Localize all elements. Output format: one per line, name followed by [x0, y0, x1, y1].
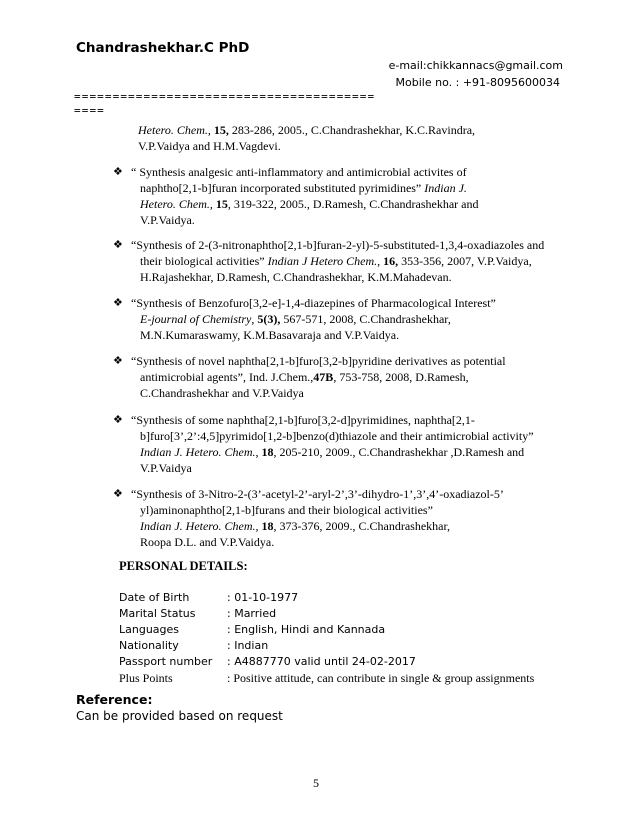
journal-name: Indian J Hetero Chem.,: [267, 254, 381, 268]
detail-label: Languages: [119, 623, 180, 636]
pub-title-line: “Synthesis of novel naphtha[2,1-b]furo[3,2-b]pyridine derivatives as potential: [131, 354, 506, 368]
journal-name: Indian J.: [424, 181, 467, 195]
detail-label: Marital Status: [119, 607, 196, 620]
journal-name: Hetero. Chem.,: [138, 123, 211, 137]
pub-text: their biological activities”: [140, 254, 268, 268]
volume: 18: [258, 445, 274, 459]
volume: 5(3),: [257, 312, 281, 326]
diamond-bullet-icon: ❖: [113, 239, 123, 251]
detail-value: : Positive attitude, can contribute in single & group assignments: [227, 671, 535, 685]
mobile-line: Mobile no. : +91-8095600034: [395, 76, 560, 89]
pub-text: naphtho[2,1-b]furan incorporated substituted pyrimidines”: [140, 181, 425, 195]
pub-text: ,: [251, 312, 258, 326]
pub-title-line: yl)aminonaphtho[2,1-b]furans and their biological activities”: [140, 503, 433, 517]
authors-line: Roopa D.L. and V.P.Vaidya.: [140, 535, 275, 549]
page-number: 5: [313, 776, 319, 790]
publication-item: [113, 412, 563, 476]
diamond-bullet-icon: ❖: [113, 297, 123, 309]
citation-details: , 373-376, 2009., C.Chandrashekhar,: [273, 519, 451, 533]
diamond-bullet-icon: ❖: [113, 414, 123, 426]
volume: 47B: [313, 370, 334, 384]
authors-line: C.Chandrashekhar and V.P.Vaidya: [140, 386, 304, 400]
pub-title-line: “Synthesis of Benzofuro[3,2-e]-1,4-diazepines of Pharmacological Interest”: [131, 296, 496, 310]
detail-label: Date of Birth: [119, 591, 190, 604]
publication-item: [113, 164, 563, 228]
detail-value: : A4887770 valid until 24-02-2017: [227, 655, 416, 668]
diamond-bullet-icon: ❖: [113, 488, 123, 500]
authors-line: V.P.Vaidya.: [140, 213, 195, 227]
publication-item: [113, 295, 563, 343]
publication-item: [113, 353, 563, 401]
authors-line: V.P.Vaidya: [140, 461, 192, 475]
volume: 16,: [380, 254, 399, 268]
citation-details: 283-286, 2005., C.Chandrashekhar, K.C.Ravindra,: [228, 123, 476, 137]
volume: 18: [258, 519, 274, 533]
journal-name: Indian J. Hetero. Chem.,: [140, 445, 259, 459]
detail-label: Passport number: [119, 655, 213, 668]
citation-details: , 205-210, 2009., C.Chandrashekhar ,D.Ramesh and: [273, 445, 525, 459]
pub-title-line: “Synthesis of 2-(3-nitronaphtho[2,1-b]furan-2-yl)-5-substituted-1,3,4-oxadiazoles and: [131, 238, 545, 252]
continued-publication: [138, 122, 558, 154]
journal-name: Indian J. Hetero. Chem.,: [140, 519, 259, 533]
publication-item: [113, 486, 563, 550]
detail-label: Nationality: [119, 639, 179, 652]
pub-title-line: b]furo[3’,2’:4,5]pyrimido[1,2-b]benzo(d)thiazole and their antimicrobial activity”: [140, 429, 534, 443]
citation-details: , 319-322, 2005., D.Ramesh, C.Chandrashekhar and: [227, 197, 479, 211]
separator-line: =======================================: [74, 90, 376, 103]
authors-line: H.Rajashekhar, D.Ramesh, C.Chandrashekhar, K.M.Mahadevan.: [140, 270, 452, 284]
diamond-bullet-icon: ❖: [113, 166, 123, 178]
detail-value: : Married: [227, 607, 277, 620]
citation-details: 567-571, 2008, C.Chandrashekhar,: [280, 312, 451, 326]
pub-title-line: “Synthesis of some naphtha[2,1-b]furo[3,2-d]pyrimidines, naphtha[2,1-: [131, 413, 475, 427]
journal-name: E-journal of Chemistry: [140, 312, 252, 326]
publication-item: [113, 237, 563, 285]
journal-name: Hetero. Chem.,: [140, 197, 213, 211]
citation-details: , 753-758, 2008, D.Ramesh,: [333, 370, 469, 384]
detail-label: Plus Points: [119, 671, 173, 685]
diamond-bullet-icon: ❖: [113, 355, 123, 367]
volume: 15,: [213, 123, 229, 137]
authors-line: M.N.Kumaraswamy, K.M.Basavaraja and V.P.Vaidya.: [140, 328, 400, 342]
pub-title-line: “ Synthesis analgesic anti-inflammatory and antimicrobial activites of: [131, 165, 467, 179]
personal-details-heading: PERSONAL DETAILS:: [119, 559, 248, 573]
separator-line-continued: ====: [74, 104, 105, 117]
pub-title-line: “Synthesis of 3-Nitro-2-(3’-acetyl-2’-aryl-2’,3’-dihydro-1’,3’,4’-oxadiazol-5’: [131, 487, 504, 501]
author-name: Chandrashekhar.C PhD: [76, 40, 250, 56]
email-line: e-mail:chikkannacs@gmail.com: [388, 59, 563, 72]
detail-value: : Indian: [227, 639, 269, 652]
citation-details: 353-356, 2007, V.P.Vaidya,: [398, 254, 532, 268]
reference-text: Can be provided based on request: [76, 709, 283, 723]
pub-text: antimicrobial agents”, Ind. J.Chem.,: [140, 370, 314, 384]
detail-value: : 01-10-1977: [227, 591, 299, 604]
detail-value: : English, Hindi and Kannada: [227, 623, 386, 636]
authors-line: V.P.Vaidya and H.M.Vagdevi.: [138, 139, 281, 153]
volume: 15: [212, 197, 228, 211]
reference-heading: Reference:: [76, 692, 153, 707]
